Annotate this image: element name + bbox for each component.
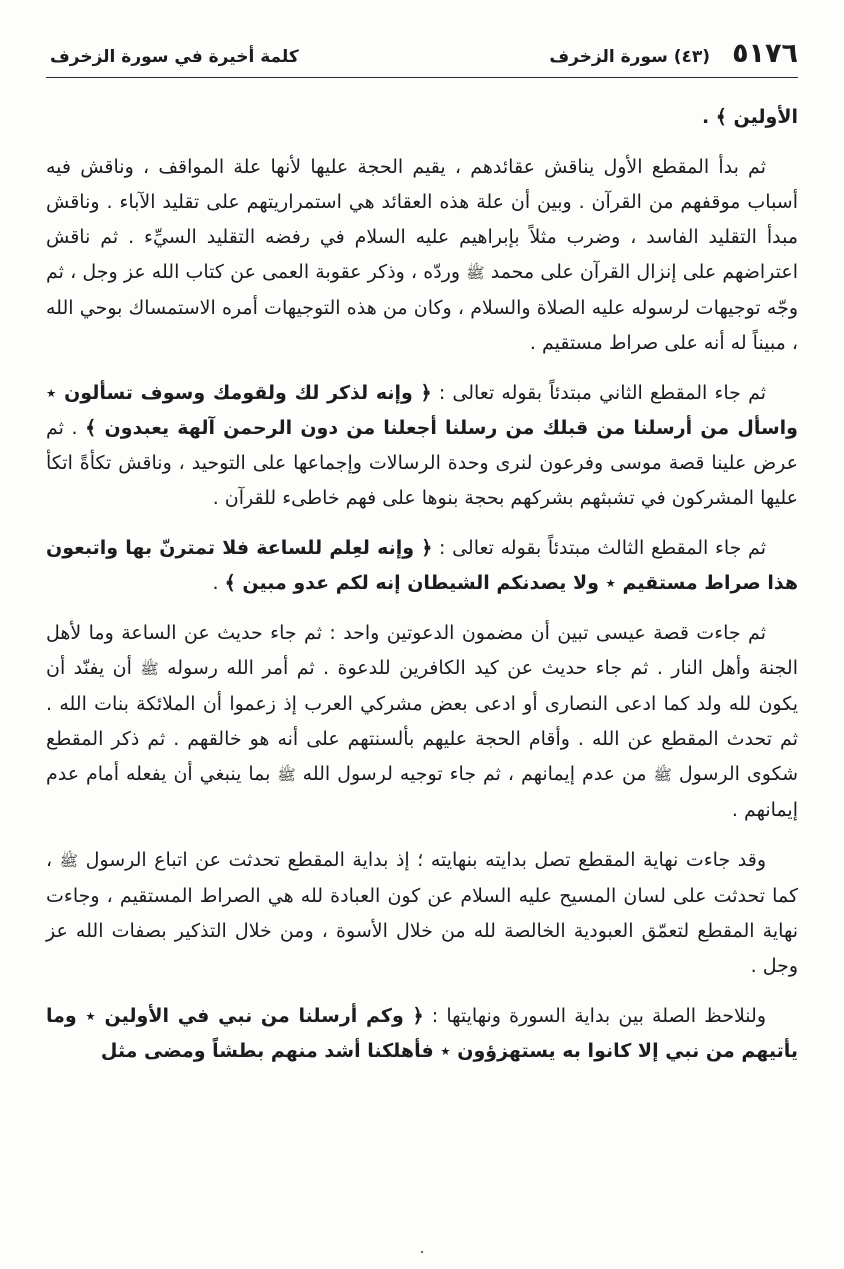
- text-segment: ثم بدأ المقطع الأول يناقش عقائدهم ، يقيم الحجة عليها لأنها علة المواقف ، وناقش فيه أسباب موقفهم من القرآن . وبين أن علة هذه العقائد هي استمراريتهم على تقليد الآباء . وناقش مبدأ التقليد الفاسد ، وضرب مثلاً بإبراهيم عليه السلام في رفضه التقليد السيِّء . ثم ناقش اعتراضهم على إنزال القرآن على محمد: [46, 156, 798, 283]
- paragraph: [46, 999, 798, 1069]
- header-right-group: [549, 40, 798, 67]
- quran-quote: ﴿ وإنه لذكر لك ولقومك وسوف تسألون ٭ واسأل من أرسلنا من قبلك من رسلنا أجعلنا من دون الرحمن آلهة يعبدون ﴾: [46, 382, 798, 439]
- text-segment: ، كما تحدثت على لسان المسيح عليه السلام عن كون العبادة لله هي الصراط المستقيم ، وجاءت نهاية المقطع لتعمّق العبودية الخالصة لله من خلال الأسوة ، ومن خلال التذكير بصفات الله عز وجل .: [46, 849, 798, 977]
- text-segment: ثم جاء المقطع الثالث مبتدئاً بقوله تعالى :: [432, 537, 766, 559]
- text-segment: .: [212, 572, 225, 594]
- text-segment: ثم جاء المقطع الثاني مبتدئاً بقوله تعالى :: [431, 382, 766, 404]
- header-divider: [46, 77, 798, 78]
- text-segment: . ثم عرض علينا قصة موسى وفرعون لنرى وحدة الرسالات وإجماعها على التوحيد ، وناقش تكأةً اتكأ عليها المشركون في تشبثهم بشركهم بحجة بنوها على فهم خاطىء للقرآن .: [46, 417, 798, 509]
- section-title: كلمة أخيرة في سورة الزخرف: [50, 47, 299, 67]
- quran-quote: الأولين ﴾ .: [701, 106, 798, 128]
- quran-quote: ﴿ وإنه لعِلم للساعة فلا تمترنّ بها واتبعون هذا صراط مستقيم ٭ ولا يصدنكم الشيطان إنه لكم عدو مبين ﴾: [46, 537, 798, 594]
- pbuh-honorific-symbol: ﷺ: [59, 852, 79, 870]
- body-text: [46, 100, 798, 1069]
- text-segment: ثم جاءت قصة عيسى تبين أن مضمون الدعوتين واحد : ثم جاء حديث عن الساعة وما لأهل الجنة وأهل النار . ثم جاء حديث عن كيد الكافرين للدعوة . ثم أمر الله رسوله: [46, 622, 798, 679]
- text-segment: من عدم إيمانهم ، ثم جاء توجيه لرسول الله: [295, 763, 654, 785]
- pbuh-honorific-symbol: ﷺ: [653, 766, 672, 784]
- text-segment: أن يفنّد أن يكون لله ولد كما ادعى النصارى أو ادعى بعض مشركي العرب إذ زعموا أن الملائكة بنات الله . ثم تحدث المقطع عن الله . وأقام الحجة عليهم بألسنتهم على أنه هو خالقهم . ثم ذكر المقطع شكوى الرسول: [46, 657, 798, 785]
- pbuh-honorific-symbol: ﷺ: [140, 660, 159, 678]
- page-header: [46, 40, 798, 67]
- paragraph: [46, 531, 798, 601]
- pbuh-honorific-symbol: ﷺ: [466, 264, 485, 282]
- text-segment: بما ينبغي أن يفعله أمام عدم إيمانهم .: [46, 763, 798, 821]
- quran-quote: ﴿ وكم أرسلنا من نبي في الأولين ٭ وما يأتيهم من نبي إلا كانوا به يستهزؤون ٭ فأهلكنا أشد منهم بطشاً ومضى مثل: [46, 1005, 798, 1062]
- paragraph: [46, 376, 798, 516]
- text-segment: وردّه ، وذكر عقوبة العمى عن كتاب الله عز وجل ، ثم وجّه توجيهات لرسوله عليه الصلاة والسلام ، وكان من هذه التوجيهات أمره الاستمساك بوحي الله ، مبيناً له أنه على صراط مستقيم .: [46, 261, 798, 354]
- footer-mark: .: [419, 1239, 425, 1257]
- surah-title: (٤٣) سورة الزخرف: [549, 47, 711, 67]
- paragraph: [46, 616, 798, 828]
- paragraph: [46, 100, 798, 135]
- paragraph: [46, 843, 798, 984]
- paragraph: [46, 150, 798, 361]
- header-left-group: [46, 47, 299, 67]
- text-segment: ولنلاحظ الصلة بين بداية السورة ونهايتها :: [423, 1005, 766, 1027]
- page-number: ٥١٧٦: [732, 38, 798, 69]
- text-segment: وقد جاءت نهاية المقطع تصل بدايته بنهايته ؛ إذ بداية المقطع تحدثت عن اتباع الرسول: [78, 849, 766, 871]
- pbuh-honorific-symbol: ﷺ: [277, 766, 296, 784]
